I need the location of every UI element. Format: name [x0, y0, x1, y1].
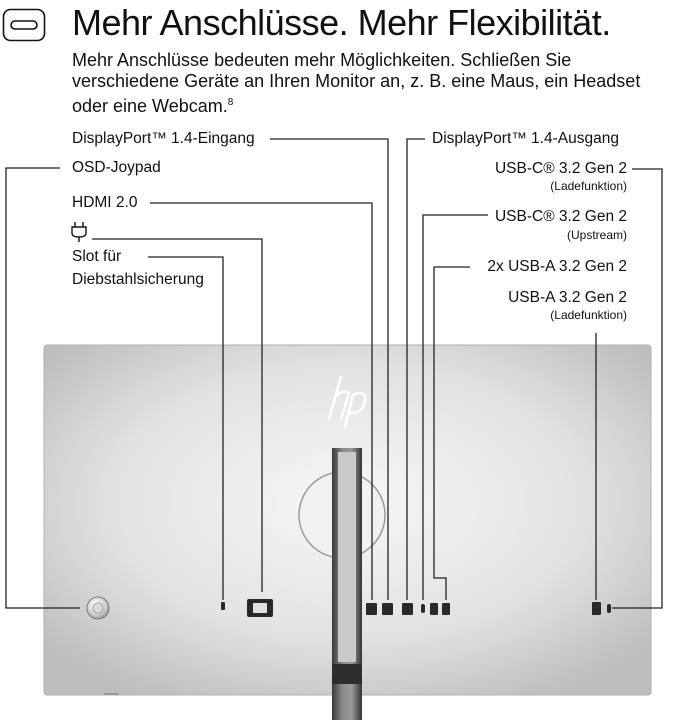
label-displayport-in: DisplayPort™ 1.4-Eingang: [72, 130, 255, 147]
usba-charging-port: [592, 602, 601, 615]
dp-out-port: [402, 603, 413, 615]
label-usbc-charging: USB-C® 3.2 Gen 2: [494, 160, 627, 177]
usbc-upstream-port: [421, 604, 425, 613]
label-security-slot: Slot für: [72, 248, 122, 265]
label-usba-charging-sub: (Ladefunktion): [550, 308, 627, 322]
hdmi-port: [366, 603, 377, 615]
power-plug-icon: [72, 222, 86, 242]
label-security-slot-line2: Diebstahlsicherung: [72, 271, 204, 288]
usba-port-2: [442, 603, 450, 615]
label-usba-2x: 2x USB-A 3.2 Gen 2: [487, 258, 627, 275]
security-slot: [221, 602, 225, 610]
label-displayport-out: DisplayPort™ 1.4-Ausgang: [432, 130, 619, 147]
intro-text: Mehr Anschlüsse bedeuten mehr Möglichkeiten. Schließen Sie verschiedene Geräte an Ihren Monitor an, z. B. eine Maus, ein Headset oder eine Webcam.$^8$: [72, 50, 641, 116]
label-usbc-upstream: USB-C® 3.2 Gen 2: [494, 208, 627, 225]
footnote-marker: 8: [227, 97, 234, 108]
label-usba-charging: USB-A 3.2 Gen 2: [508, 289, 627, 306]
label-hdmi: HDMI 2.0: [72, 194, 138, 211]
label-usbc-charging-sub: (Ladefunktion): [550, 179, 627, 193]
label-osd-joypad: OSD-Joypad: [72, 159, 161, 176]
page-title: Mehr Anschlüsse. Mehr Flexibilität.: [72, 2, 611, 43]
usbc-charging-port: [607, 604, 611, 613]
dp-in-port: [382, 603, 393, 615]
usba-port-1: [430, 603, 438, 615]
label-usbc-upstream-sub: (Upstream): [566, 228, 627, 242]
